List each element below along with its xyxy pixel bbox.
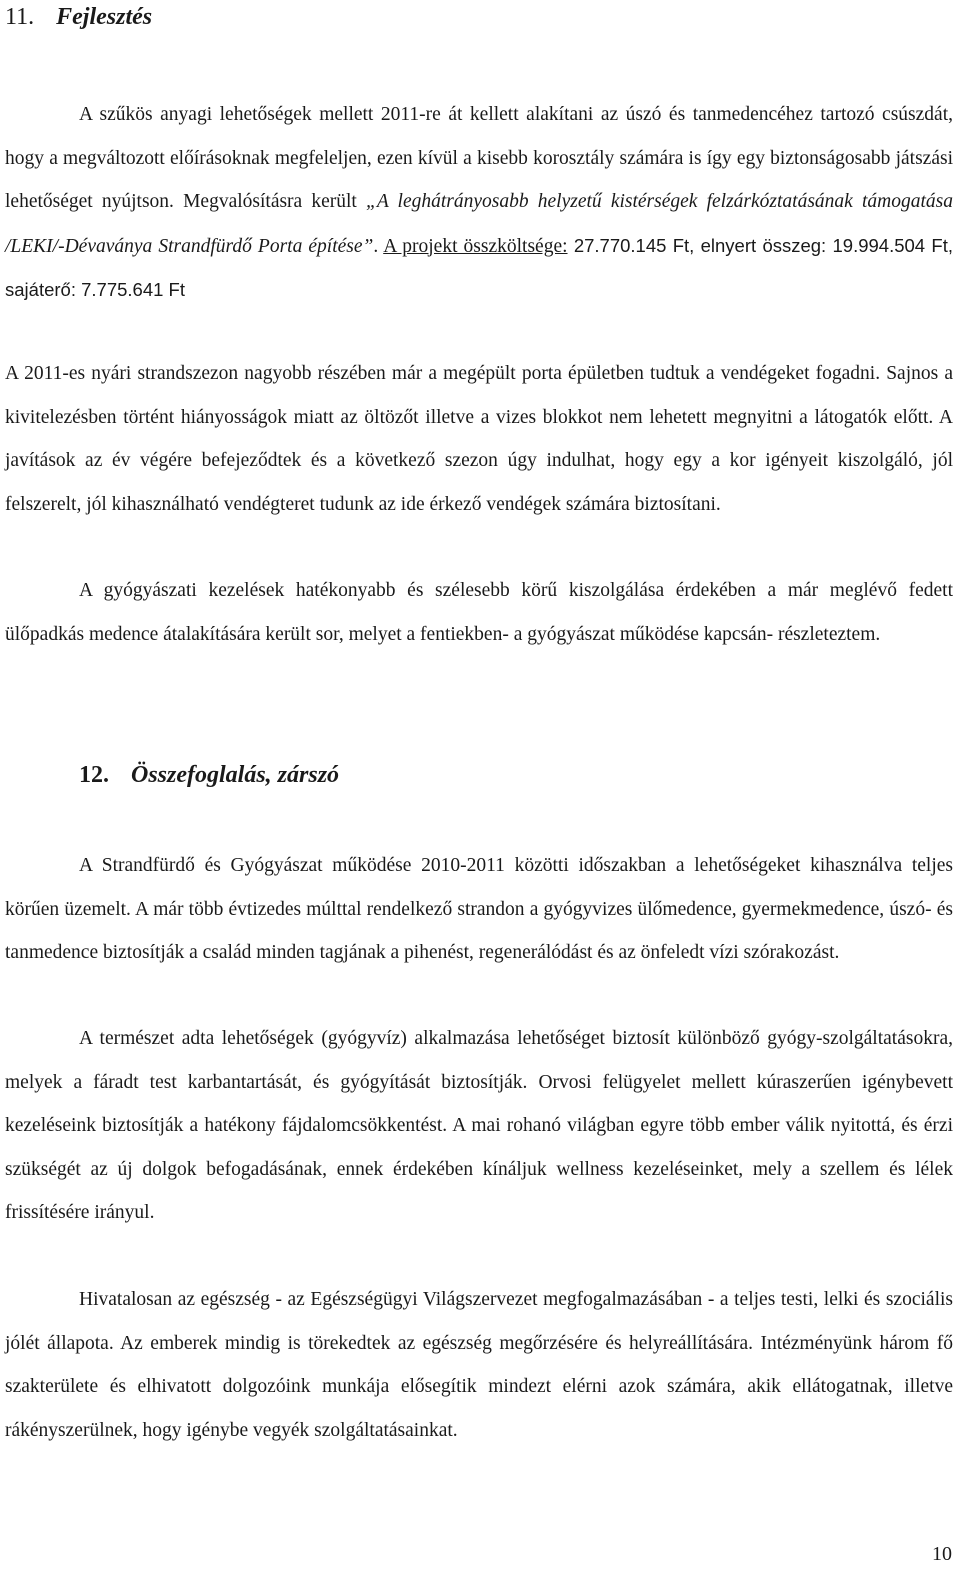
paragraph-health: Hivatalosan az egészség - az Egészségügyi Világszervezet megfogalmazásában - a teljes testi, lelki és szociális jólét állapota. Az emberek mindig is törekedtek az egészség megőrzésére és helyreállítására. Intézményünk három fő szakterülete és elhivatott dolgozóink munkája elősegítik mindezt elérni azok számára, akik ellátogatnak, illetve rákényszerülnek, hogy igénybe vegyék szolgáltatásainkat. bbox=[5, 1289, 953, 1441]
paragraph-nature: A természet adta lehetőségek (gyógyvíz) alkalmazása lehetőséget biztosít különböző gyógy-szolgáltatásokra, melyek a fáradt test karbantartását, és gyógyítását biztosítják. Orvosi felügyelet mellett kúraszerűen igénybevett kezeléseink biztosítják a hatékony fájdalomcsökkentést. A mai rohanó világban egyre több ember válik nyitottá, és érzi szükségét az új dolgok befogadásának, ennek érdekében kínáljuk wellness kezeléseinket, mely a szellem és lélek frissítésére irányul. bbox=[5, 1028, 953, 1223]
section-number: 12. bbox=[79, 762, 109, 788]
section-title: Fejlesztés bbox=[56, 4, 153, 30]
section-number: 11. bbox=[5, 4, 35, 30]
project-cost-label: A projekt összköltsége: bbox=[383, 235, 568, 257]
page-number: 10 bbox=[932, 1543, 952, 1565]
paragraph-summary: A Strandfürdő és Gyógyászat működése 2010-2011 közötti időszakban a lehetőségeket kihasználva teljes körűen üzemelt. A már több évtizedes múlttal rendelkező strandon a gyógyvizes ülőmedence, gyermekmedence, úszó- és tanmedence biztosítják a család minden tagjának a pihenést, regenerálódást és az önfeledt vízi szórakozást. bbox=[5, 855, 953, 963]
section-heading-12 bbox=[79, 760, 339, 790]
paragraph-therapy-pool: A gyógyászati kezelések hatékonyabb és szélesebb körű kiszolgálása érdekében a már meglévő fedett ülőpadkás medence átalakítására került sor, melyet a fentiekben- a gyógyászat működése kapcsán- részleteztem. bbox=[5, 580, 953, 645]
paragraph-text: Megvalósításra került bbox=[173, 191, 366, 212]
paragraph-text: A szűkös anyagi lehetőségek mellett 2011-re át kellett alakítani az úszó és tanmedencéhez tartozó csúszdát, hogy a megváltozott előírásoknak megfeleljen, ezen kívül a kisebb korosztály számára is így egy biztonságosabb játszási lehetőséget nyújtson. bbox=[5, 104, 953, 212]
punctuation: . bbox=[373, 235, 384, 257]
paragraph-development bbox=[5, 93, 953, 313]
section-heading-11 bbox=[5, 2, 152, 32]
paragraph-porta: A 2011-es nyári strandszezon nagyobb részében már a megépült porta épületben tudtuk a vendégeket fogadni. Sajnos a kivitelezésben történt hiányosságok miatt az öltözőt illetve a vizes blokkot nem lehetett megnyitni a látogatók előtt. A javítások az év végére befejeződtek és a következő szezon úgy indulhat, hogy egy a kor igényeit kiszolgáló, jól felszerelt, jól kihasználható vendégteret tudunk az ide érkező vendégek számára biztosítani. bbox=[5, 363, 953, 515]
project-cost-values: 27.770.145 Ft, elnyert összeg: 19.994.504 Ft, sajáterő: 7.775.641 Ft bbox=[5, 234, 953, 300]
section-title: Összefoglalás, zárszó bbox=[131, 762, 340, 788]
project-title: „A leghátrányosabb helyzetű kistérségek felzárkóztatásának támogatása /LEKI/-Dévaványa Strandfürdő Porta építése” bbox=[5, 191, 953, 257]
